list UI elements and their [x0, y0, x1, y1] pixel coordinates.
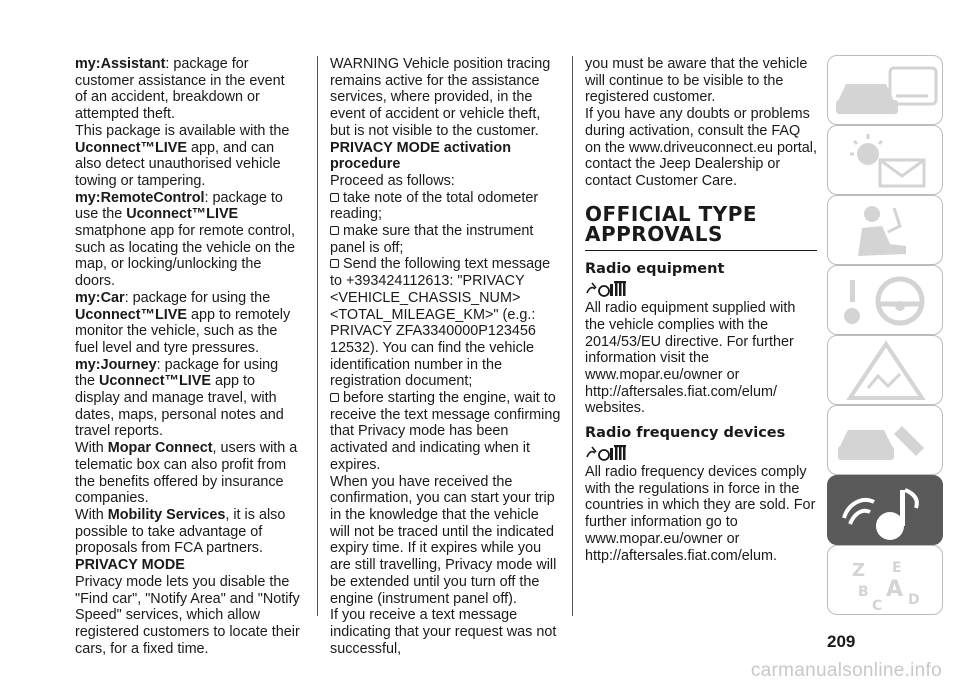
- remote-text-2: smatphone app for remote control, such as locating the vehicle on the map, or locking/unlocking the doors.: [75, 223, 295, 290]
- svg-text:E: E: [892, 560, 902, 576]
- remote-paragraph: [75, 190, 300, 290]
- uconnect-label: Uconnect™LIVE: [75, 139, 187, 156]
- svg-text:C: C: [872, 598, 883, 614]
- remote-text-1: : package to use the: [75, 189, 283, 223]
- tab-emergency[interactable]: [827, 335, 943, 405]
- confirm-text: When you have received the confirmation, you can start your trip in the knowledge that the vehicle will not be traced until the indicated expiry time. If it expires while you are still travelling, Privacy mode will be extended until you turn off the engine (instrument panel off).: [330, 473, 557, 607]
- car-dashboard-icon: [828, 56, 944, 126]
- radio-heading: Radio equipment: [585, 261, 725, 278]
- watermark: carmanualsonline.info: [750, 660, 942, 681]
- bullet-box-icon: [330, 393, 339, 402]
- mobility-paragraph: [75, 507, 300, 557]
- privacy-text: Privacy mode lets you disable the "Find car", "Notify Area" and "Notify Speed" services, which allow registered customers to locate their cars, for a fixed time.: [75, 573, 300, 657]
- steering-wrench-icon: [828, 266, 944, 336]
- bullet-text: take note of the total odometer reading;: [330, 189, 539, 223]
- svg-text:B: B: [858, 584, 869, 600]
- journey-uconnect: Uconnect™LIVE: [99, 373, 211, 390]
- remote-uconnect: Uconnect™LIVE: [126, 206, 239, 223]
- radio-text: All radio equipment supplied with the vehicle complies with the 2014/53/EU directive. For further information visit the www.mopar.eu/owner or http://aftersales.fiat.com/elum/ websites.: [585, 300, 796, 417]
- column-3: [585, 56, 817, 564]
- mobility-pre: With: [75, 506, 108, 523]
- list-item: [330, 190, 562, 223]
- unsuccessful-text: If you receive a text message indicating that your request was not successful,: [330, 607, 557, 657]
- column-2: [330, 56, 562, 657]
- assistant-label: my:Assistant: [75, 56, 166, 72]
- car-text-1: : package for using the: [124, 289, 271, 306]
- bullet-box-icon: [330, 193, 339, 202]
- car-label: my:Car: [75, 289, 125, 306]
- title-rule: [585, 250, 817, 252]
- mopar-paragraph: [75, 440, 300, 507]
- svg-text:D: D: [908, 592, 920, 608]
- tab-starting-driving[interactable]: [827, 265, 943, 335]
- multimedia-music-icon: [828, 476, 944, 546]
- section-title: OFFICIAL TYPE APPROVALS: [585, 201, 758, 246]
- list-item: [330, 256, 562, 390]
- continued-text: you must be aware that the vehicle will continue to be visible to the registered customer.: [585, 56, 808, 106]
- page-number: 209: [827, 632, 856, 651]
- privacy-heading: PRIVACY MODE: [75, 557, 185, 574]
- ce-mark-icon: [585, 280, 817, 298]
- tab-index[interactable]: [827, 545, 943, 615]
- list-item: [330, 223, 562, 256]
- bullet-box-icon: [330, 259, 339, 268]
- journey-text-1: : package for using the: [75, 356, 279, 390]
- bullet-text: make sure that the instrument panel is off;: [330, 223, 534, 256]
- tab-maintenance[interactable]: [827, 405, 943, 475]
- rf-text: All radio frequency devices comply with the regulations in force in the countries in which they are sold. For further information go to www.mopar.eu/owner or http://aftersales.fiat.com/elum.: [585, 464, 816, 564]
- car-uconnect: Uconnect™LIVE: [75, 306, 187, 323]
- list-item: [330, 390, 562, 474]
- activation-heading: PRIVACY MODE activation procedure: [330, 139, 511, 173]
- mopar-text: , users with a telematic box can also profit from the benefits offered by insurance companies.: [75, 440, 298, 507]
- doubts-text: If you have any doubts or problems during activation, consult the FAQ on the www.driveuconnect.eu portal, contact the Jeep Dealership or contact Customer Care.: [585, 106, 817, 189]
- tab-dashboard[interactable]: [827, 55, 943, 125]
- assistant-text: : package for customer assistance in the event of an accident, breakdown or attempted theft.: [75, 56, 285, 123]
- car-text-2: app to remotely monitor the vehicle, such as the fuel level and tyre pressures.: [75, 306, 291, 356]
- rf-heading: Radio frequency devices: [585, 425, 786, 442]
- lights-message-icon: [828, 126, 944, 196]
- bullet-box-icon: [330, 226, 339, 235]
- ce-mark-icon: [585, 444, 817, 462]
- mopar-pre: With: [75, 440, 108, 457]
- tab-lights-messages[interactable]: [827, 125, 943, 195]
- column-divider-2: [572, 56, 573, 616]
- car-paragraph: [75, 290, 300, 357]
- mobility-text: , it is also possible to take advantage of proposals from FCA partners.: [75, 506, 286, 557]
- warning-triangle-icon: [828, 336, 944, 406]
- proceed-text: Proceed as follows:: [330, 172, 455, 189]
- index-letters-icon: [828, 546, 944, 616]
- uconnect-paragraph: [75, 123, 300, 190]
- warning-text: WARNING Vehicle position tracing remains active for the assistance services, where provided, in the event of accident or vehicle theft, but is not visible to the customer.: [330, 56, 551, 139]
- column-1: [75, 56, 300, 657]
- mopar-label: Mopar Connect: [107, 440, 213, 457]
- remote-label: my:RemoteControl: [75, 189, 205, 206]
- svg-text:Z: Z: [852, 560, 866, 581]
- uconnect-intro: This package is available with the: [75, 122, 290, 139]
- journey-text-2: app to display and manage travel, with dates, maps, personal notes and travel reports.: [75, 373, 284, 440]
- uconnect-text: app, and can also detect unauthorised vehicle towing or tampering.: [75, 139, 281, 189]
- tab-safety[interactable]: [827, 195, 943, 265]
- mobility-label: Mobility Services: [107, 506, 226, 523]
- tab-multimedia[interactable]: [827, 475, 943, 545]
- bullet-text: Send the following text message to +393424112613: "PRIVACY <VEHICLE_CHASSIS_NUM> <TOTAL_MILEAGE_KM>" (e.g.: PRIVACY ZFA3340000P123456 12532). You can find the vehicle identification number in the registration document;: [330, 256, 551, 390]
- assistant-paragraph: [75, 56, 300, 123]
- column-divider-1: [317, 56, 318, 616]
- car-service-icon: [828, 406, 944, 476]
- bullet-text: before starting the engine, wait to receive the text message confirming that Privacy mode has been activated and indicating when it expires.: [330, 390, 561, 473]
- airbag-seat-icon: [828, 196, 944, 266]
- svg-text:A: A: [886, 577, 904, 602]
- journey-label: my:Journey: [75, 356, 157, 373]
- journey-paragraph: [75, 357, 300, 441]
